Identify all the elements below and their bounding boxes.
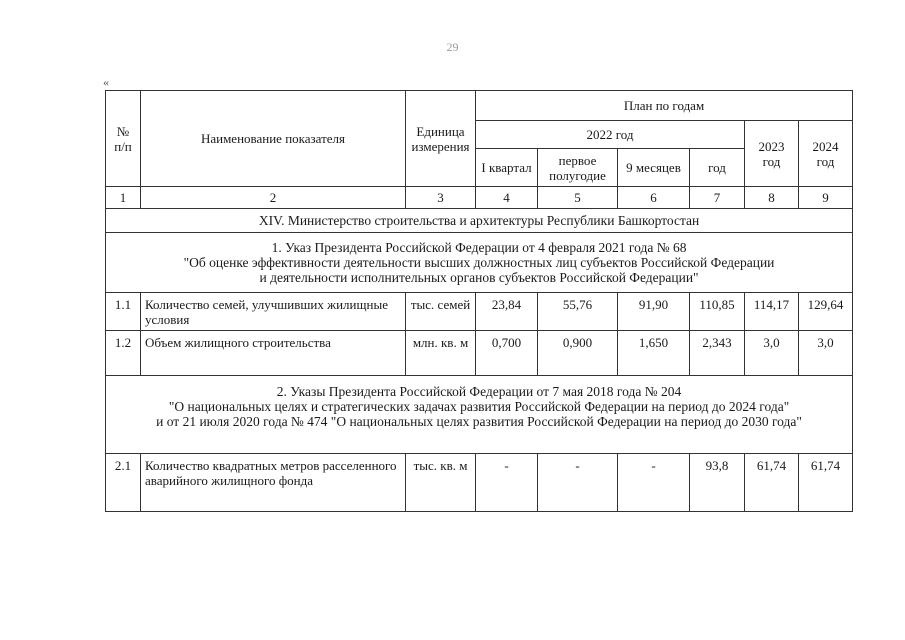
- table-row: [106, 293, 853, 331]
- column-number: 6: [618, 187, 690, 209]
- row-num: 1.2: [106, 331, 141, 376]
- row-2023: 61,74: [745, 454, 799, 512]
- table-row: [106, 454, 853, 512]
- row-half: 55,76: [538, 293, 618, 331]
- row-q1: -: [476, 454, 538, 512]
- header-q1: I квартал: [476, 149, 538, 187]
- header-half-year: первое полугодие: [538, 149, 618, 187]
- row-nine: 1,650: [618, 331, 690, 376]
- table-row: [106, 331, 853, 376]
- header-name: Наименование показателя: [141, 91, 406, 187]
- header-full-year: год: [690, 149, 745, 187]
- subsection-2-heading: [106, 376, 853, 454]
- subsection-2-line-2: "О национальных целях и стратегических задачах развития Российской Федерации на период до 2024 года": [168, 399, 790, 414]
- column-number: 5: [538, 187, 618, 209]
- row-unit: млн. кв. м: [406, 331, 476, 376]
- row-q1: 23,84: [476, 293, 538, 331]
- row-num: 2.1: [106, 454, 141, 512]
- row-year: 93,8: [690, 454, 745, 512]
- header-nine-months: 9 месяцев: [618, 149, 690, 187]
- row-2024: 61,74: [799, 454, 853, 512]
- subsection-1-heading: [106, 233, 853, 293]
- column-number: 7: [690, 187, 745, 209]
- column-number: 8: [745, 187, 799, 209]
- header-unit: Единица измерения: [406, 91, 476, 187]
- row-nine: 91,90: [618, 293, 690, 331]
- header-year-2023: 2023 год: [745, 121, 799, 187]
- subsection-1-line-1: 1. Указ Президента Российской Федерации от 4 февраля 2021 года № 68: [271, 240, 687, 255]
- row-half: 0,900: [538, 331, 618, 376]
- column-numbers-row: [106, 187, 853, 209]
- column-number: 1: [106, 187, 141, 209]
- subsection-2-line-1: 2. Указы Президента Российской Федерации от 7 мая 2018 года № 204: [276, 384, 682, 399]
- header-year-2024: 2024 год: [799, 121, 853, 187]
- row-2023: 114,17: [745, 293, 799, 331]
- column-number: 4: [476, 187, 538, 209]
- row-year: 2,343: [690, 331, 745, 376]
- page-number: 29: [446, 40, 459, 54]
- header-plan: План по годам: [476, 91, 853, 121]
- row-2024: 3,0: [799, 331, 853, 376]
- row-2024: 129,64: [799, 293, 853, 331]
- row-q1: 0,700: [476, 331, 538, 376]
- column-number: 9: [799, 187, 853, 209]
- row-name: Объем жилищного строительства: [141, 331, 406, 376]
- row-nine: -: [618, 454, 690, 512]
- row-name: Количество семей, улучшивших жилищные условия: [141, 293, 406, 331]
- row-year: 110,85: [690, 293, 745, 331]
- row-num: 1.1: [106, 293, 141, 331]
- row-unit: тыс. кв. м: [406, 454, 476, 512]
- header-num: № п/п: [106, 91, 141, 187]
- subsection-1-line-2: "Об оценке эффективности деятельности высших должностных лиц субъектов Российской Федерации: [183, 255, 775, 270]
- subsection-2-line-3: и от 21 июля 2020 года № 474 "О национальных целях развития Российской Федерации на период до 2030 года": [156, 414, 802, 429]
- row-half: -: [538, 454, 618, 512]
- column-number: 2: [141, 187, 406, 209]
- column-number: 3: [406, 187, 476, 209]
- header-year-2022: 2022 год: [476, 121, 745, 149]
- subsection-1-line-3: и деятельности исполнительных органов субъектов Российской Федерации": [259, 270, 699, 285]
- row-name: Количество квадратных метров расселенного аварийного жилищного фонда: [141, 454, 406, 512]
- row-2023: 3,0: [745, 331, 799, 376]
- opening-quote-mark: «: [103, 75, 109, 89]
- row-unit: тыс. семей: [406, 293, 476, 331]
- indicators-table: [105, 90, 853, 512]
- section-title: XIV. Министерство строительства и архитектуры Республики Башкортостан: [106, 209, 853, 233]
